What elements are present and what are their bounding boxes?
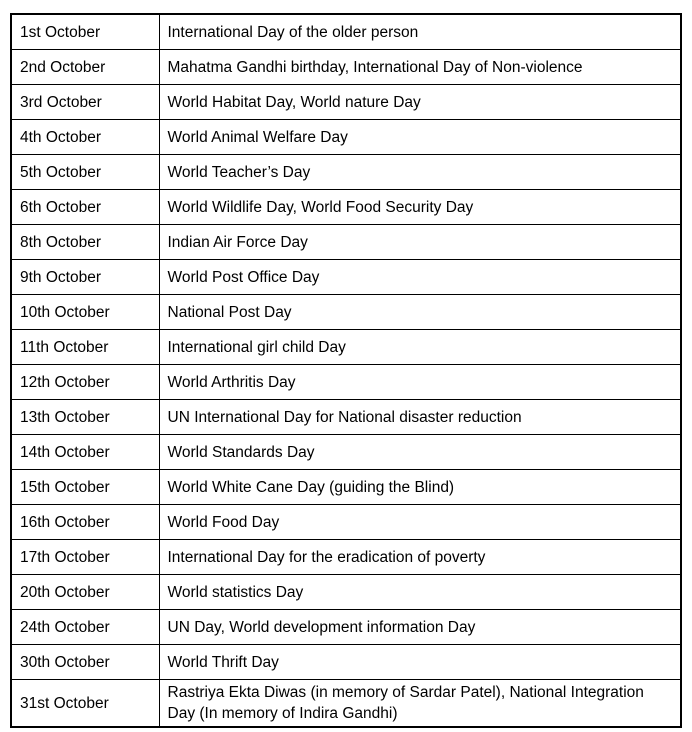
- october-days-table: [10, 13, 682, 728]
- event-cell: International Day of the older person: [159, 14, 681, 50]
- date-cell: 5th October: [11, 155, 159, 190]
- date-cell: 3rd October: [11, 85, 159, 120]
- table-row: [11, 190, 681, 225]
- event-cell: International Day for the eradication of poverty: [159, 540, 681, 575]
- event-cell: International girl child Day: [159, 330, 681, 365]
- table-row: [11, 155, 681, 190]
- date-cell: 10th October: [11, 295, 159, 330]
- table-row: [11, 505, 681, 540]
- event-cell: World White Cane Day (guiding the Blind): [159, 470, 681, 505]
- table-row: [11, 85, 681, 120]
- event-cell: World statistics Day: [159, 575, 681, 610]
- table-row: [11, 435, 681, 470]
- date-cell: 15th October: [11, 470, 159, 505]
- date-cell: 8th October: [11, 225, 159, 260]
- event-cell: World Wildlife Day, World Food Security Day: [159, 190, 681, 225]
- table-row: [11, 330, 681, 365]
- event-cell: Rastriya Ekta Diwas (in memory of Sardar Patel), National Integration Day (In memory of Indira Gandhi): [159, 680, 681, 728]
- date-cell: 20th October: [11, 575, 159, 610]
- event-cell: World Arthritis Day: [159, 365, 681, 400]
- date-cell: 11th October: [11, 330, 159, 365]
- event-cell: World Habitat Day, World nature Day: [159, 85, 681, 120]
- table-row: [11, 365, 681, 400]
- table-row: [11, 610, 681, 645]
- event-cell: World Thrift Day: [159, 645, 681, 680]
- event-cell: World Standards Day: [159, 435, 681, 470]
- date-cell: 4th October: [11, 120, 159, 155]
- event-cell: World Animal Welfare Day: [159, 120, 681, 155]
- date-cell: 12th October: [11, 365, 159, 400]
- event-cell: World Teacher’s Day: [159, 155, 681, 190]
- table-row: [11, 400, 681, 435]
- table-row: [11, 680, 681, 728]
- table-row: [11, 540, 681, 575]
- table-row: [11, 645, 681, 680]
- date-cell: 24th October: [11, 610, 159, 645]
- event-cell: Indian Air Force Day: [159, 225, 681, 260]
- date-cell: 2nd October: [11, 50, 159, 85]
- date-cell: 13th October: [11, 400, 159, 435]
- event-cell: Mahatma Gandhi birthday, International Day of Non-violence: [159, 50, 681, 85]
- event-cell: World Post Office Day: [159, 260, 681, 295]
- table-row: [11, 120, 681, 155]
- event-cell: UN Day, World development information Day: [159, 610, 681, 645]
- event-cell: UN International Day for National disaster reduction: [159, 400, 681, 435]
- date-cell: 9th October: [11, 260, 159, 295]
- table-row: [11, 470, 681, 505]
- table-row: [11, 14, 681, 50]
- date-cell: 6th October: [11, 190, 159, 225]
- date-cell: 30th October: [11, 645, 159, 680]
- date-cell: 14th October: [11, 435, 159, 470]
- date-cell: 31st October: [11, 680, 159, 728]
- table-row: [11, 575, 681, 610]
- date-cell: 1st October: [11, 14, 159, 50]
- table-row: [11, 50, 681, 85]
- date-cell: 17th October: [11, 540, 159, 575]
- table-body: [11, 14, 681, 727]
- table-row: [11, 225, 681, 260]
- event-cell: National Post Day: [159, 295, 681, 330]
- date-cell: 16th October: [11, 505, 159, 540]
- event-cell: World Food Day: [159, 505, 681, 540]
- table-row: [11, 260, 681, 295]
- table-row: [11, 295, 681, 330]
